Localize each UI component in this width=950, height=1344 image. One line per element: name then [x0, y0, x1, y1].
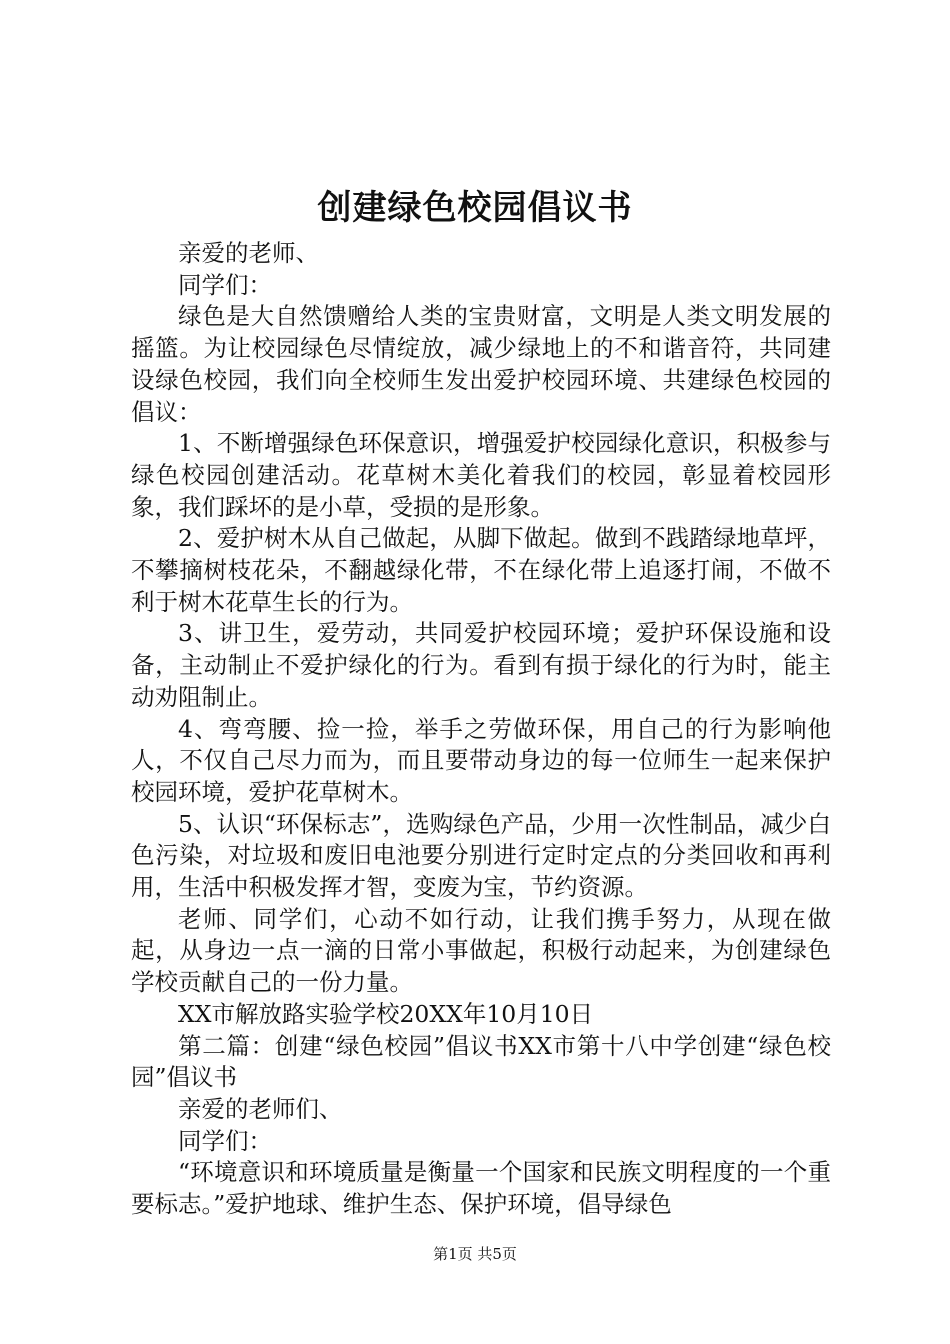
- second-intro-paragraph: “环境意识和环境质量是衡量一个国家和民族文明程度的一个重要标志。”爱护地球、维护生态、保护环境，倡导绿色: [131, 1158, 831, 1219]
- document-title: 创建绿色校园倡议书: [317, 188, 633, 228]
- page-number-footer: 第1页 共5页: [433, 1245, 517, 1263]
- proposal-item-3: 3、讲卫生，爱劳动，共同爱护校园环境；爱护环保设施和设备，主动制止不爱护绿化的行为。看到有损于绿化的行为时，能主动劝阻制止。: [131, 619, 831, 711]
- second-salutation-line-2: 同学们：: [178, 1126, 272, 1155]
- proposal-item-1: 1、不断增强绿色环保意识，增强爱护校园绿化意识，积极参与绿色校园创建活动。花草树木美化着我们的校园，彰显着校园形象，我们踩坏的是小草，受损的是形象。: [131, 429, 831, 521]
- closing-paragraph: 老师、同学们，心动不如行动，让我们携手努力，从现在做起，从身边一点一滴的日常小事做起，积极行动起来，为创建绿色学校贡献自己的一份力量。: [131, 904, 831, 997]
- salutation-line-1: 亲爱的老师、: [178, 239, 319, 267]
- proposal-item-2: 2、爱护树木从自己做起，从脚下做起。做到不践踏绿地草坪，不攀摘树枝花朵，不翻越绿化带，不在绿化带上追逐打闹，不做不利于树木花草生长的行为。: [131, 524, 831, 616]
- second-salutation-line-1: 亲爱的老师们、: [178, 1094, 343, 1123]
- proposal-item-5: 5、认识“环保标志”，选购绿色产品，少用一次性制品，减少白色污染，对垃圾和废旧电池要分别进行定时定点的分类回收和再利用，生活中积极发挥才智，变废为宝，节约资源。: [131, 809, 831, 902]
- intro-paragraph: 绿色是大自然馈赠给人类的宝贵财富，文明是人类文明发展的摇篮。为让校园绿色尽情绽放，减少绿地上的不和谐音符，共同建设绿色校园，我们向全校师生发出爱护校园环境、共建绿色校园的倡议：: [131, 302, 831, 426]
- proposal-item-4: 4、弯弯腰、捡一捡，举手之劳做环保，用自己的行为影响他人，不仅自己尽力而为，而且要带动身边的每一位师生一起来保护校园环境，爱护花草树木。: [131, 714, 831, 806]
- signature-line: XX市解放路实验学校20XX年10月10日: [178, 999, 594, 1028]
- second-article-heading: 第二篇：创建“绿色校园”倡议书XX市第十八中学创建“绿色校园”倡议书: [131, 1031, 831, 1092]
- salutation-line-2: 同学们：: [178, 270, 272, 299]
- document-body: [131, 238, 831, 1221]
